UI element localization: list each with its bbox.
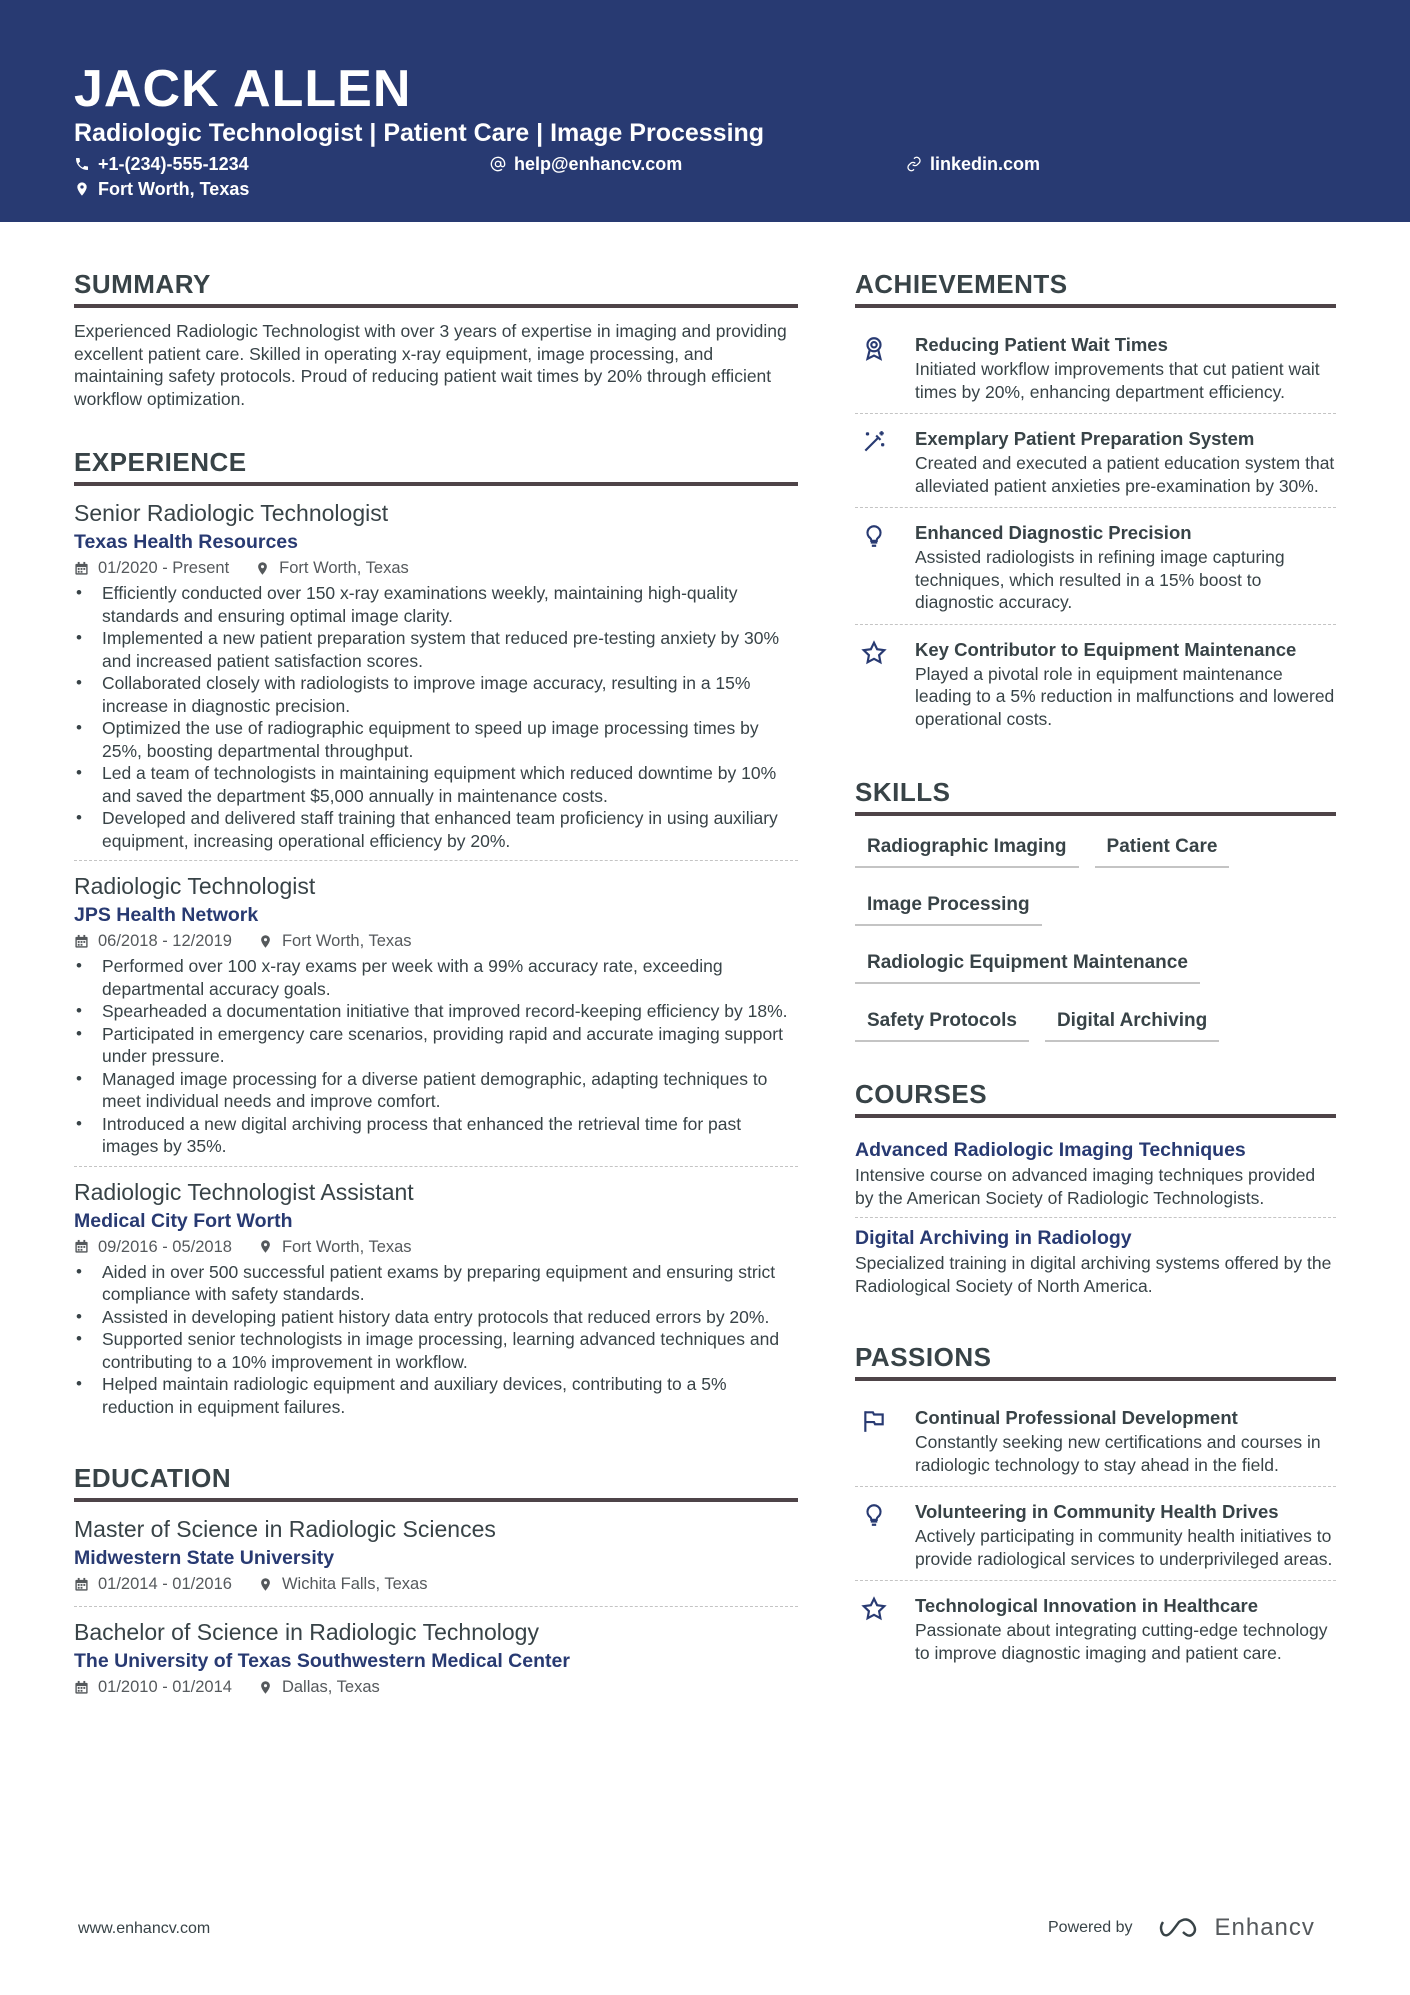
course-title: Advanced Radiologic Imaging Techniques bbox=[855, 1139, 1246, 1161]
section-title: ACHIEVEMENTS bbox=[855, 268, 1336, 308]
education-location bbox=[258, 1675, 380, 1699]
skills-section bbox=[855, 776, 1336, 1042]
bullet-item: • Aided in over 500 successful patient exams by preparing equipment and ensuring strict compliance with safety standards. bbox=[74, 1261, 798, 1306]
education-meta bbox=[74, 1572, 798, 1596]
passion-item bbox=[855, 1393, 1336, 1487]
achievement-body bbox=[915, 520, 1336, 614]
passion-title: Volunteering in Community Health Drives bbox=[915, 1501, 1279, 1522]
skill-tag: Radiologic Equipment Maintenance bbox=[855, 950, 1200, 984]
resume-header bbox=[0, 0, 1410, 222]
experience-entry bbox=[74, 1177, 798, 1427]
experience-entry bbox=[74, 498, 798, 861]
skill-tag: Radiographic Imaging bbox=[855, 834, 1079, 868]
passion-body bbox=[915, 1593, 1336, 1664]
footer-branding bbox=[1048, 1914, 1315, 1942]
education-location bbox=[258, 1572, 428, 1596]
job-dates bbox=[74, 556, 229, 580]
job-title: Radiologic Technologist bbox=[74, 873, 316, 899]
skill-tag: Digital Archiving bbox=[1045, 1008, 1219, 1042]
school-name: The University of Texas Southwestern Medical Center bbox=[74, 1650, 570, 1672]
dates-text: 01/2014 - 01/2016 bbox=[98, 1575, 232, 1593]
phone-text[interactable]: +1-(234)-555-1234 bbox=[98, 154, 249, 174]
job-title: Radiologic Technologist Assistant bbox=[74, 1178, 414, 1205]
dates-text: 06/2018 - 12/2019 bbox=[98, 932, 232, 950]
contact-phone bbox=[74, 152, 249, 176]
course-item bbox=[855, 1130, 1336, 1218]
passion-title: Continual Professional Development bbox=[915, 1407, 1238, 1428]
location-pin-icon bbox=[258, 1680, 273, 1695]
achievement-title: Enhanced Diagnostic Precision bbox=[915, 522, 1192, 543]
skill-tag: Image Processing bbox=[855, 892, 1042, 926]
achievement-body bbox=[915, 637, 1336, 731]
location-text: Fort Worth, Texas bbox=[279, 559, 409, 577]
calendar-icon bbox=[74, 1680, 89, 1695]
job-dates bbox=[74, 1235, 232, 1259]
dates-text: 01/2020 - Present bbox=[98, 559, 230, 577]
job-title: Senior Radiologic Technologist bbox=[74, 500, 389, 526]
achievement-icon-wrap bbox=[855, 637, 893, 731]
bullet-item: • Collaborated closely with radiologists to improve image accuracy, resulting in a 15% increase in diagnostic precision. bbox=[74, 672, 798, 717]
bullet-item: • Efficiently conducted over 150 x-ray examinations weekly, maintaining high-quality standards and ensuring optimal image clarity. bbox=[74, 582, 798, 627]
star-icon bbox=[861, 1596, 887, 1622]
powered-by-text: Powered by bbox=[1048, 1919, 1133, 1936]
education-entry bbox=[74, 1514, 798, 1607]
job-bullets bbox=[74, 955, 798, 1158]
degree-title: Bachelor of Science in Radiologic Technology bbox=[74, 1619, 539, 1645]
achievement-item bbox=[855, 625, 1336, 741]
achievement-desc: Created and executed a patient education system that alleviated patient anxieties pre-examination by 30%. bbox=[915, 453, 1335, 496]
education-entry bbox=[74, 1617, 798, 1709]
magic-wand-icon bbox=[861, 429, 887, 455]
left-column bbox=[74, 268, 798, 1745]
achievement-icon-wrap bbox=[855, 332, 893, 403]
achievement-title: Key Contributor to Equipment Maintenance bbox=[915, 638, 1297, 660]
achievement-body bbox=[915, 332, 1336, 403]
section-title: SUMMARY bbox=[74, 268, 798, 308]
location-text: Fort Worth, Texas bbox=[281, 932, 412, 950]
achievement-title: Exemplary Patient Preparation System bbox=[915, 428, 1255, 449]
passion-item bbox=[855, 1487, 1336, 1581]
achievements-section bbox=[855, 268, 1336, 740]
job-meta bbox=[74, 556, 798, 580]
course-title: Digital Archiving in Radiology bbox=[855, 1227, 1132, 1249]
job-bullets bbox=[74, 582, 798, 852]
section-title: EDUCATION bbox=[74, 1462, 798, 1502]
location-text: Dallas, Texas bbox=[281, 1678, 380, 1696]
achievement-item bbox=[855, 414, 1336, 508]
location-pin-icon bbox=[255, 561, 270, 576]
summary-text: Experienced Radiologic Technologist with over 3 years of expertise in imaging and providing excellent patient care. Skilled in operating x-ray equipment, image processing, and maintaining safety protocols. Proud of reducing patient wait times by 20% through efficient workflow optimization. bbox=[74, 321, 787, 409]
enhancv-logo-icon bbox=[1157, 1916, 1205, 1940]
bullet-item: • Assisted in developing patient history data entry protocols that reduced errors by 20%. bbox=[74, 1306, 798, 1329]
achievement-icon-wrap bbox=[855, 426, 893, 497]
skill-tag: Patient Care bbox=[1095, 834, 1230, 868]
location-pin-icon bbox=[258, 1577, 273, 1592]
degree-title: Master of Science in Radiologic Sciences bbox=[74, 1516, 496, 1542]
dates-text: 01/2010 - 01/2014 bbox=[98, 1678, 232, 1696]
brand-logo[interactable] bbox=[1157, 1914, 1315, 1942]
achievement-item bbox=[855, 320, 1336, 414]
job-dates bbox=[74, 929, 232, 953]
contact-linkedin bbox=[906, 152, 1040, 176]
passion-desc: Actively participating in community health initiatives to provide radiological services to underprivileged areas. bbox=[915, 1526, 1333, 1569]
summary-section bbox=[74, 268, 798, 410]
education-dates bbox=[74, 1675, 232, 1699]
location-text: Fort Worth, Texas bbox=[281, 1237, 412, 1256]
calendar-icon bbox=[74, 1239, 89, 1254]
course-desc: Specialized training in digital archiving systems offered by the Radiological Society of North America. bbox=[855, 1253, 1332, 1296]
education-dates bbox=[74, 1572, 232, 1596]
achievement-desc: Assisted radiologists in refining image capturing techniques, which resulted in a 15% boost to diagnostic accuracy. bbox=[915, 547, 1285, 612]
skills-list bbox=[855, 828, 1336, 1042]
section-title: COURSES bbox=[855, 1078, 1336, 1118]
bullet-item: • Spearheaded a documentation initiative that improved record-keeping efficiency by 18%. bbox=[74, 1000, 798, 1023]
flag-icon bbox=[861, 1408, 887, 1434]
right-column bbox=[855, 268, 1336, 1710]
skill-tag: Safety Protocols bbox=[855, 1008, 1029, 1042]
company-name: JPS Health Network bbox=[74, 904, 259, 926]
course-desc: Intensive course on advanced imaging techniques provided by the American Society of Radiologic Technologists. bbox=[855, 1165, 1316, 1208]
education-meta bbox=[74, 1675, 798, 1699]
calendar-icon bbox=[74, 1577, 89, 1592]
bullet-item: • Optimized the use of radiographic equipment to speed up image processing times by 25%, boosting departmental throughput. bbox=[74, 717, 798, 762]
location-text: Fort Worth, Texas bbox=[98, 179, 250, 199]
lightbulb-icon bbox=[861, 523, 887, 549]
course-item bbox=[855, 1218, 1336, 1305]
achievement-desc: Played a pivotal role in equipment maintenance leading to a 5% reduction in malfunctions and lowered operational costs. bbox=[915, 663, 1335, 729]
bullet-item: • Helped maintain radiologic equipment and auxiliary devices, contributing to a 5% reduction in equipment failures. bbox=[74, 1373, 798, 1418]
passion-body bbox=[915, 1405, 1336, 1476]
bullet-item: • Performed over 100 x-ray exams per week with a 99% accuracy rate, exceeding departmental accuracy goals. bbox=[74, 955, 798, 1000]
passion-icon-wrap bbox=[855, 1405, 893, 1476]
job-location bbox=[258, 929, 412, 953]
lightbulb-icon bbox=[861, 1502, 887, 1528]
section-title: SKILLS bbox=[855, 776, 1336, 816]
school-name: Midwestern State University bbox=[74, 1547, 335, 1569]
passion-icon-wrap bbox=[855, 1499, 893, 1570]
bullet-item: • Led a team of technologists in maintaining equipment which reduced downtime by 10% and saved the department $5,000 annually in maintenance costs. bbox=[74, 762, 798, 807]
bullet-item: • Implemented a new patient preparation system that reduced pre-testing anxiety by 30% and increased patient satisfaction scores. bbox=[74, 627, 798, 672]
footer-website[interactable]: www.enhancv.com bbox=[78, 1920, 211, 1937]
job-bullets bbox=[74, 1261, 798, 1419]
location-pin-icon bbox=[258, 1239, 273, 1254]
location-text: Wichita Falls, Texas bbox=[281, 1575, 428, 1593]
bullet-item: • Participated in emergency care scenarios, providing rapid and accurate imaging support under pressure. bbox=[74, 1023, 798, 1068]
passion-item bbox=[855, 1581, 1336, 1674]
achievement-icon-wrap bbox=[855, 520, 893, 614]
email-link[interactable]: help@enhancv.com bbox=[514, 154, 683, 174]
achievement-item bbox=[855, 508, 1336, 625]
award-icon bbox=[861, 335, 887, 361]
bullet-item: • Supported senior technologists in image processing, learning advanced techniques and contributing to a 10% improvement in workflow. bbox=[74, 1328, 798, 1373]
location-pin-icon bbox=[258, 934, 273, 949]
candidate-name: JACK ALLEN bbox=[74, 60, 412, 118]
education-section bbox=[74, 1462, 798, 1709]
calendar-icon bbox=[74, 934, 89, 949]
linkedin-link[interactable]: linkedin.com bbox=[930, 154, 1041, 174]
location-pin-icon bbox=[74, 181, 90, 197]
achievement-body bbox=[915, 426, 1336, 497]
section-title: EXPERIENCE bbox=[74, 446, 798, 486]
achievement-title: Reducing Patient Wait Times bbox=[915, 334, 1168, 355]
brand-name: Enhancv bbox=[1214, 1914, 1315, 1941]
link-icon bbox=[906, 156, 922, 172]
courses-section bbox=[855, 1078, 1336, 1305]
passions-section bbox=[855, 1341, 1336, 1674]
bullet-item: • Introduced a new digital archiving process that enhanced the retrieval time for past images by 35%. bbox=[74, 1113, 798, 1158]
achievement-desc: Initiated workflow improvements that cut patient wait times by 20%, enhancing department efficiency. bbox=[915, 359, 1320, 402]
experience-entry bbox=[74, 871, 798, 1167]
passion-title: Technological Innovation in Healthcare bbox=[915, 1595, 1258, 1616]
company-name: Medical City Fort Worth bbox=[74, 1209, 293, 1232]
candidate-headline: Radiologic Technologist | Patient Care | Image Processing bbox=[74, 119, 765, 147]
job-meta bbox=[74, 1235, 798, 1259]
dates-text: 09/2016 - 05/2018 bbox=[98, 1237, 232, 1256]
passion-desc: Constantly seeking new certifications and courses in radiologic technology to stay ahead in the field. bbox=[915, 1432, 1321, 1475]
phone-icon bbox=[74, 156, 90, 172]
passion-body bbox=[915, 1499, 1336, 1570]
passion-icon-wrap bbox=[855, 1593, 893, 1664]
calendar-icon bbox=[74, 561, 89, 576]
bullet-item: • Managed image processing for a diverse patient demographic, adapting techniques to meet individual needs and improve comfort. bbox=[74, 1068, 798, 1113]
section-title: PASSIONS bbox=[855, 1341, 1336, 1381]
at-sign-icon bbox=[490, 156, 506, 172]
experience-section bbox=[74, 446, 798, 1426]
passion-desc: Passionate about integrating cutting-edge technology to improve diagnostic imaging and patient care. bbox=[915, 1620, 1328, 1663]
job-location bbox=[255, 556, 409, 580]
job-location bbox=[258, 1235, 412, 1259]
contact-email bbox=[490, 152, 682, 176]
company-name: Texas Health Resources bbox=[74, 531, 298, 553]
star-icon bbox=[861, 640, 887, 666]
contact-location bbox=[74, 177, 249, 201]
bullet-item: • Developed and delivered staff training that enhanced team proficiency in using auxiliary equipment, increasing operational efficiency by 20%. bbox=[74, 807, 798, 852]
job-meta bbox=[74, 929, 798, 953]
